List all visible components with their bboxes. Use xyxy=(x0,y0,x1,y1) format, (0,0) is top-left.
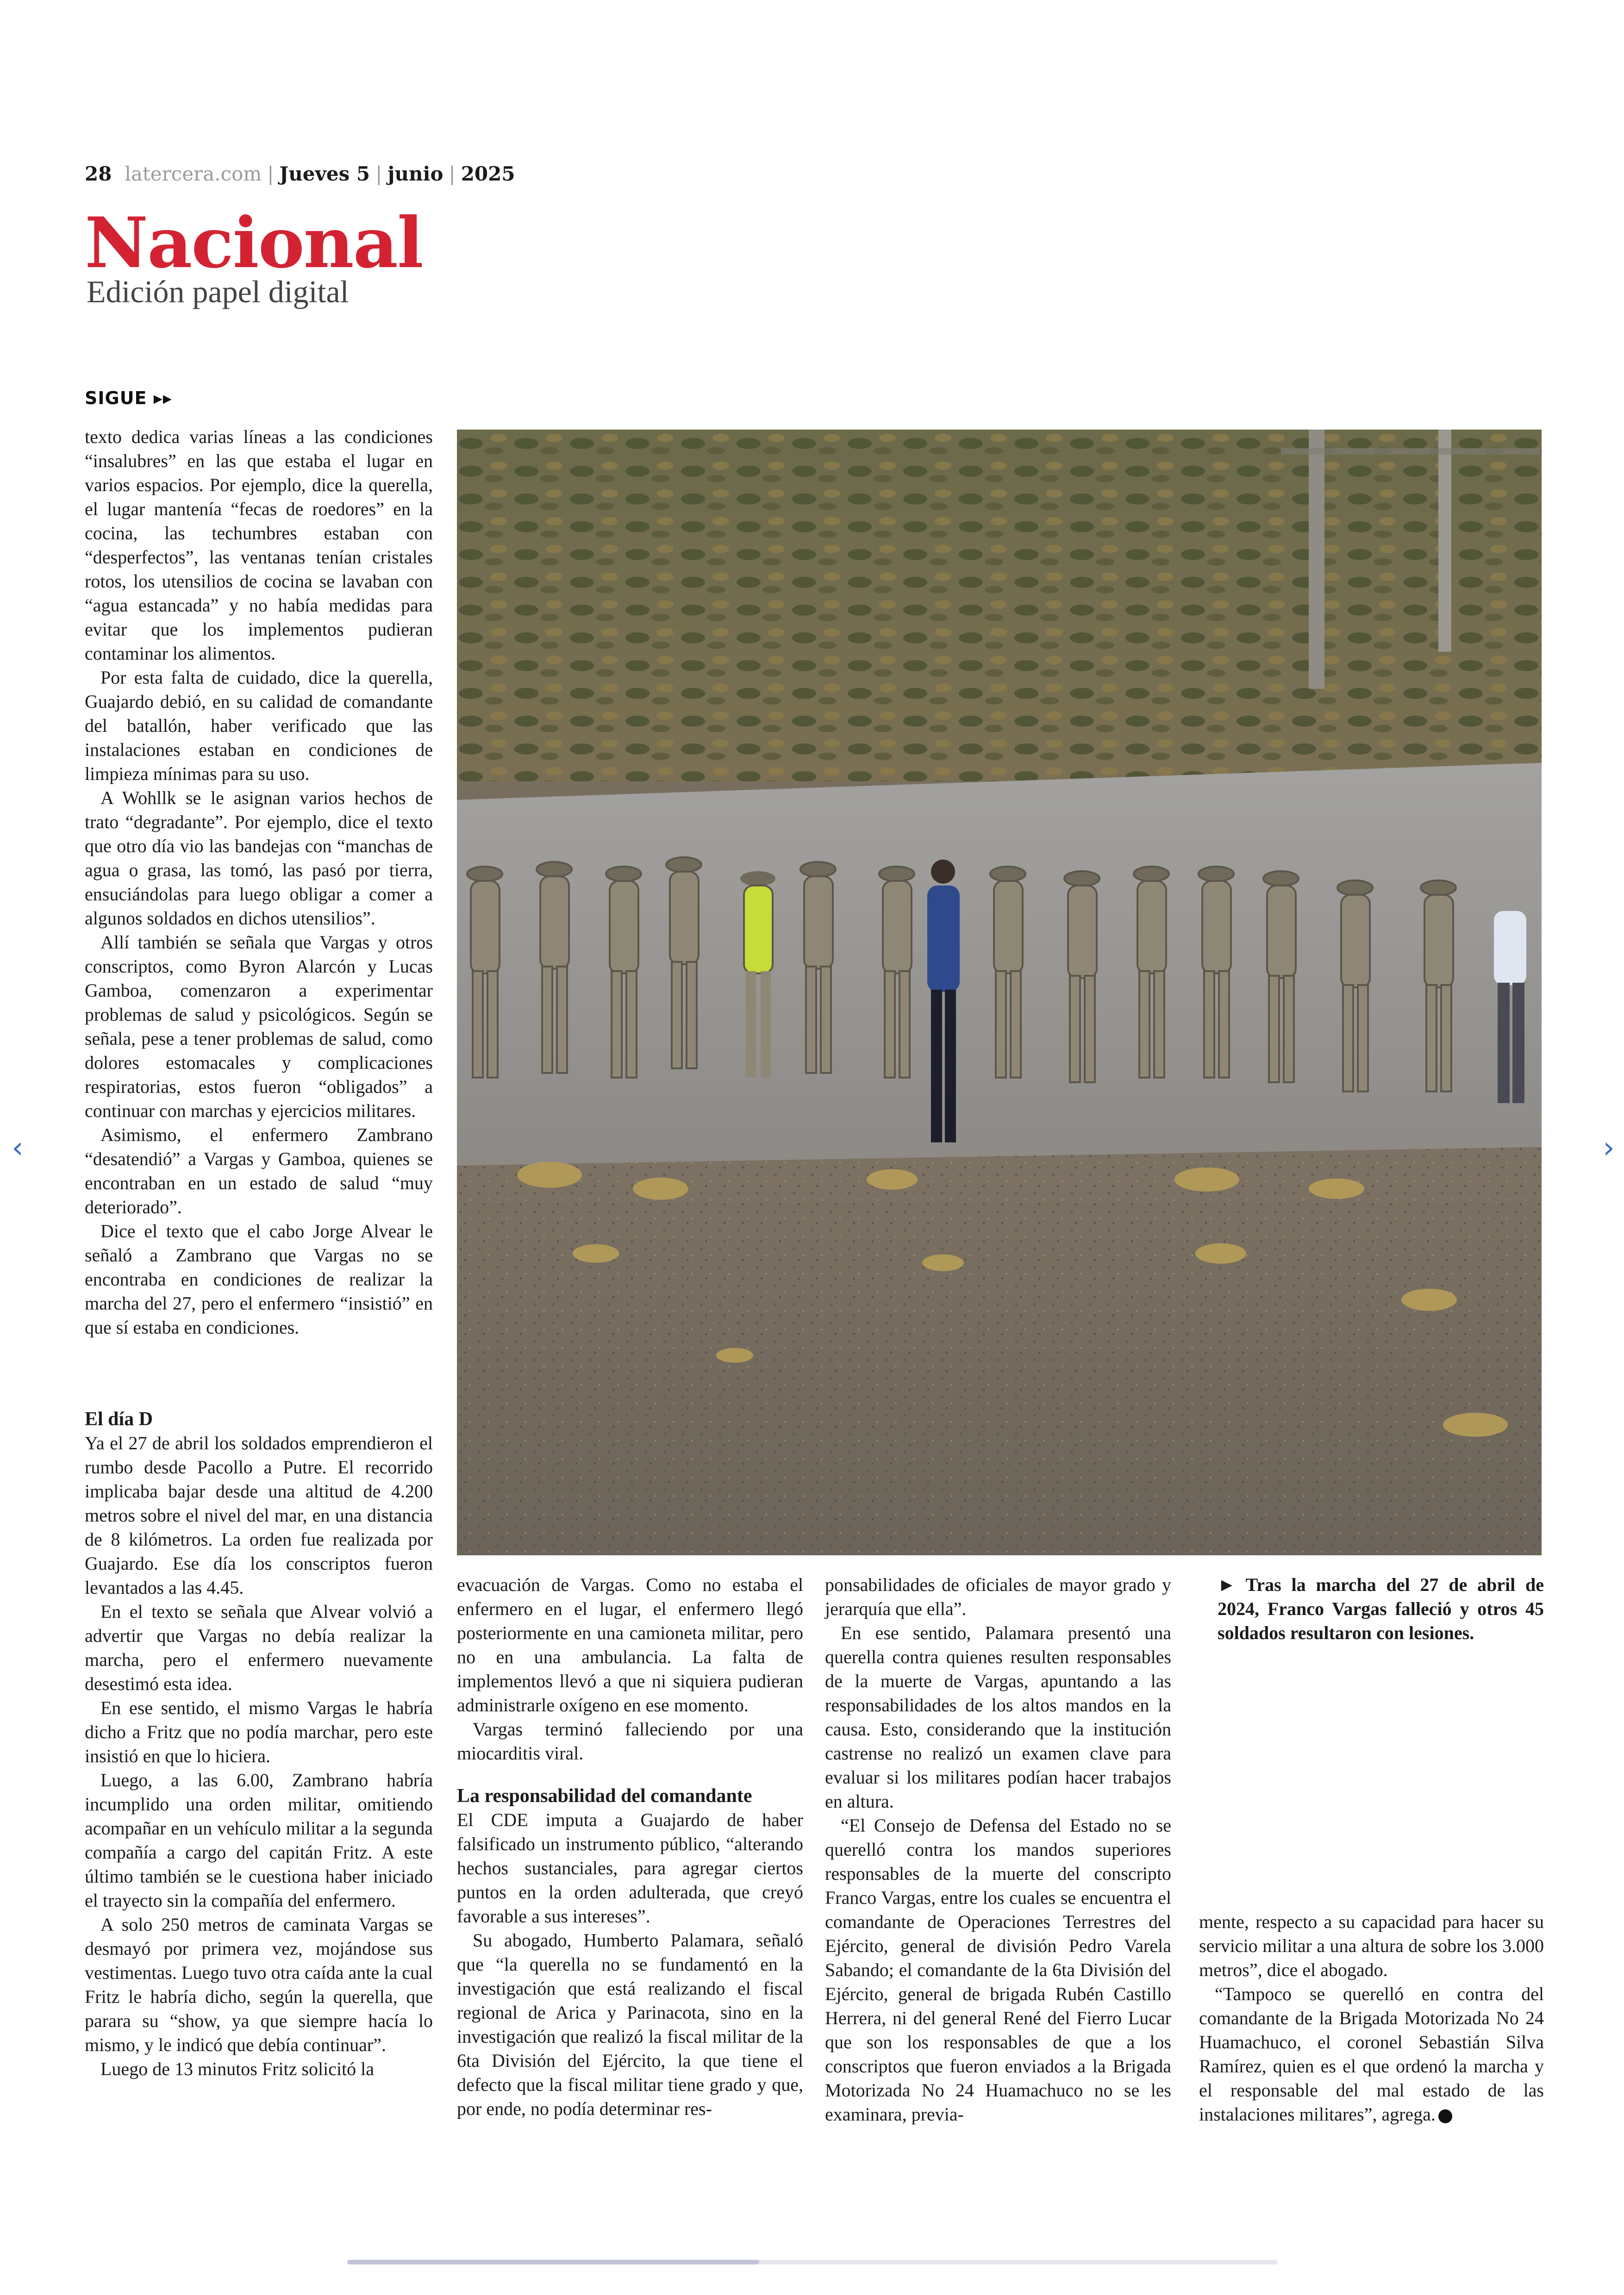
date-month: junio xyxy=(387,162,443,185)
paragraph: ponsabilidades de oficiales de mayor grado y jerarquía que ella”. xyxy=(825,1574,1171,1619)
paragraph: Allí también se señala que Vargas y otros conscriptos, como Byron Alarcón y Lucas Gamboa, comenzaron a experimentar problemas de salud y psicológicos. Según se señala, pese a tener problemas de salud, como dolores estomacales y complicaciones respiratorias, estos fueron “obligados” a continuar con marchas y ejercicios militares. xyxy=(85,932,433,1121)
end-mark-icon xyxy=(1438,2109,1452,2123)
continued-label: SIGUE ▸▸ xyxy=(85,388,172,408)
paragraph: evacuación de Vargas. Como no estaba el enfermero en el lugar, el enfermero llegó posteriormente en una camioneta militar, pero no en una ambulancia. La falta de implementos llevó a que ni siquiera pudieran administrarle oxígeno en ese momento. xyxy=(457,1574,803,1715)
paragraph: A Wohllk se le asignan varios hechos de trato “degradante”. Por ejemplo, dice el texto que otro día vio las bandejas con “manchas de agua o grasa, las tomó, las pasó por tierra, ensuciándolas para luego obligar a comer a algunos soldados en dichos utensilios”. xyxy=(85,787,433,929)
article-photo xyxy=(457,430,1542,1555)
paragraph xyxy=(1199,1982,1544,2127)
paragraph: Ya el 27 de abril los soldados emprendieron el rumbo desde Pacollo a Putre. El recorrido implicaba bajar desde una altitud de 4.200 metros sobre el nivel del mar, en una distancia de 8 kilómetros. La orden fue realizada por Guajardo. Ese día los conscriptos fueron levantados a las 4.45. xyxy=(85,1433,433,1598)
chevron-left-icon[interactable]: ‹ xyxy=(12,1131,24,1165)
date-weekday: Jueves 5 xyxy=(279,162,370,185)
scrollbar-thumb[interactable] xyxy=(347,2260,759,2264)
paragraph: mente, respecto a su capacidad para hacer su servicio militar a una altura de sobre los 3.000 metros”, dice el abogado. xyxy=(1199,1911,1544,1980)
article-column-2 xyxy=(457,1573,803,2121)
section-title: Nacional xyxy=(85,202,423,284)
paragraph: Luego de 13 minutos Fritz solicitó la xyxy=(100,2058,375,2079)
paragraph: Su abogado, Humberto Palamara, señaló que “la querella no se fundamentó en la investigación que está realizando el fiscal regional de Arica y Parinacota, sino en la investigación que realizó la fiscal militar de la 6ta División del Ejército, la que tiene el defecto que la fiscal militar tiene grado y que, por ende, no podía determinar res- xyxy=(457,1930,803,2119)
section-subtitle: Edición papel digital xyxy=(87,274,349,309)
paragraph: “El Consejo de Defensa del Estado no se querelló contra los mandos superiores responsables de la muerte del conscripto Franco Vargas, entre los cuales se encuentra el comandante de Operaciones Terrestres del Ejército, general de división Pedro Varela Sabando; el comandante de la 6ta División del Ejército, general de brigada Rubén Castillo Herrera, ni del general René del Fierro Lucar que son los responsables de que a los conscriptos que fueron enviados a la Brigada Motorizada No 24 Huamachuco no se les examinara, previa- xyxy=(825,1815,1171,2125)
article-column-1-top xyxy=(85,425,433,1340)
paragraph: Dice el texto que el cabo Jorge Alvear le señaló a Zambrano que Vargas no se encontraba en condiciones de realizar la marcha del 27, pero el enfermero “insistió” en que sí estaba en condiciones. xyxy=(85,1221,433,1338)
paragraph: En el texto se señala que Alvear volvió a advertir que Vargas no debía realizar la marcha, pero el enfermero nuevamente desestimó esta idea. xyxy=(85,1601,433,1694)
paragraph: texto dedica varias líneas a las condiciones “insalubres” en las que estaba el lugar en varios espacios. Por ejemplo, dice la querella, el lugar mantenía “fecas de roedores” en la cocina, las techumbres estaban con “desperfectos”, las ventanas tenían cristales rotos, los utensilios de cocina se lavaban con “agua estancada” y no había medidas para evitar que los implementos pudieran contaminar los alimentos. xyxy=(85,426,433,664)
paragraph: El CDE imputa a Guajardo de haber falsificado un instrumento público, “alterando hechos sustanciales, para agregar ciertos puntos en la orden adulterada, que creyó favorable a sus intereses”. xyxy=(457,1809,803,1927)
photo-caption: ► Tras la marcha del 27 de abril de 2024, Franco Vargas falleció y otros 45 soldados resultaron con lesiones. xyxy=(1218,1574,1544,1643)
subheading-el-dia-d: El día D xyxy=(85,1409,153,1430)
subheading-responsabilidad: La responsabilidad del comandante xyxy=(457,1785,752,1807)
paragraph: Asimismo, el enfermero Zambrano “desatendió” a Vargas y Gamboa, quienes se encontraban en un estado de salud “muy deteriorado”. xyxy=(85,1124,433,1217)
article-column-4 xyxy=(1199,1910,1544,2127)
paragraph: A solo 250 metros de caminata Vargas se desmayó por primera vez, mojándose sus vestimentas. Luego tuvo otra caída ante la cual Fritz le habría dicho, según la querella, que parara su “show, ya que siempre hacía lo mismo, y le indicó que debía continuar”. xyxy=(85,1914,433,2055)
paragraph: En ese sentido, el mismo Vargas le habría dicho a Fritz que no podía marchar, pero este insistió en que lo hiciera. xyxy=(85,1697,433,1766)
date-year: 2025 xyxy=(461,162,515,185)
paragraph: Luego, a las 6.00, Zambrano habría incumplido una orden militar, omitiendo acompañar en un vehículo militar a la segunda compañía a cargo del capitán Fritz. A este último también se le cuestiona haber iniciado el trayecto sin la compañía del enfermero. xyxy=(85,1770,433,1911)
article-column-1-bottom xyxy=(85,1407,433,2081)
paragraph: Por esta falta de cuidado, dice la querella, Guajardo debió, en su calidad de comandante del batallón, haber verificado que las instalaciones estaban en condiciones de limpieza mínimas para su uso. xyxy=(85,667,433,784)
article-column-3 xyxy=(825,1573,1171,2127)
page-number: 28 xyxy=(85,162,112,185)
site-name[interactable]: latercera.com xyxy=(125,162,262,185)
paragraph-text: “Tampoco se querelló en contra del comandante de la Brigada Motorizada No 24 Huamachuco, el coronel Sebastián Silva Ramírez, quien es el que ordenó la marcha y el responsable del mal estado de las instalaciones militares”, agrega. xyxy=(1199,1983,1544,2125)
paragraph: En ese sentido, Palamara presentó una querella contra quienes resulten responsables de la muerte de Vargas, apuntando a las responsabilidades de los altos mandos en la causa. Esto, considerando que la institución castrense no realizó un examen clave para evaluar si los militares podían hacer trabajos en altura. xyxy=(825,1622,1171,1812)
chevron-right-icon[interactable]: › xyxy=(1603,1131,1615,1165)
paragraph: Vargas terminó falleciendo por una miocarditis viral. xyxy=(457,1719,803,1764)
page-header: 28 latercera.com | Jueves 5 | junio | 2025 xyxy=(85,162,515,185)
